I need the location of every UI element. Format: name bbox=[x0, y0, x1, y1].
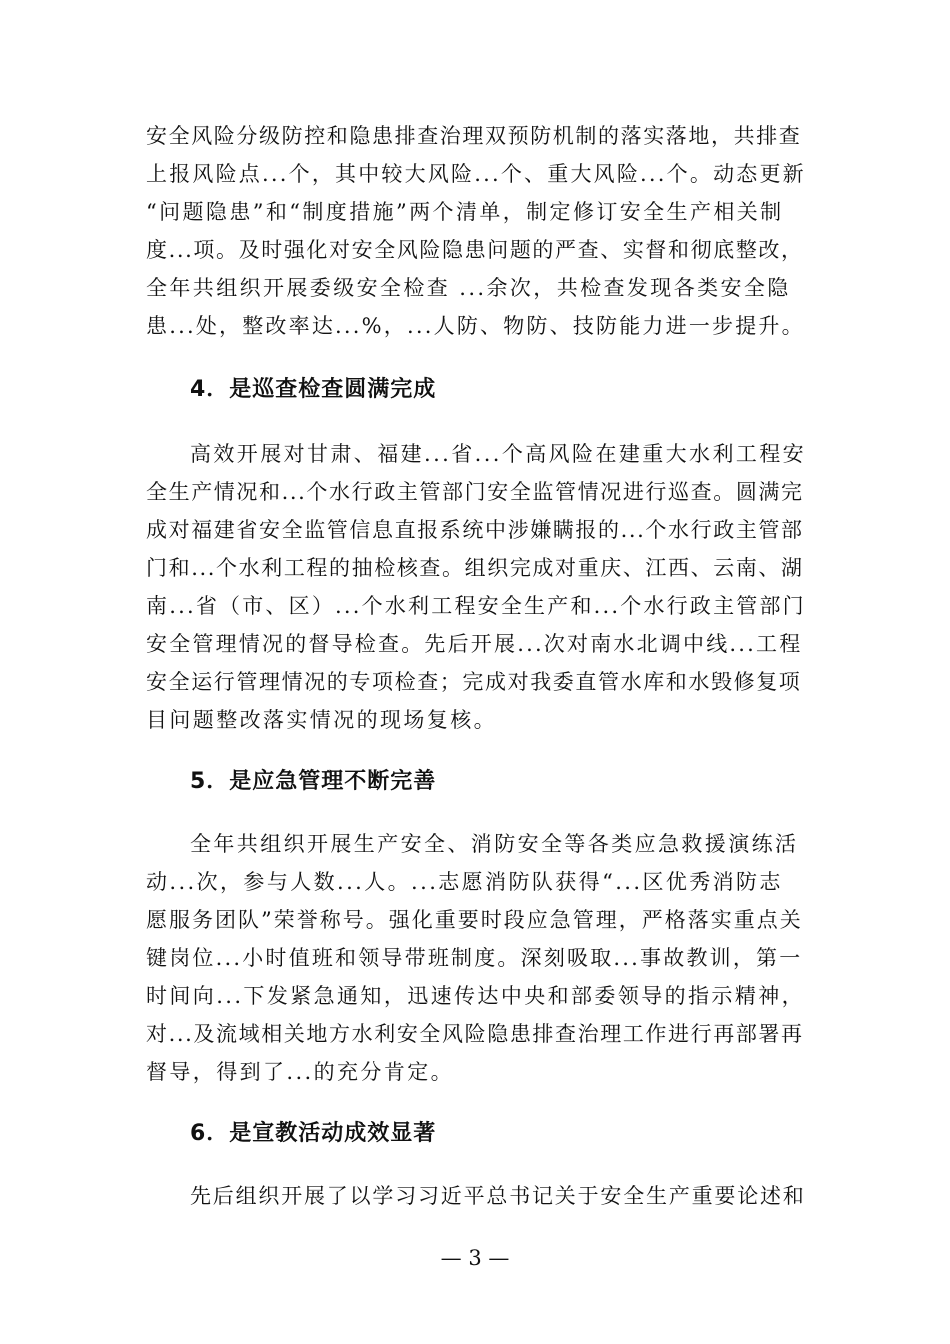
paragraph-line: “问题隐患”和“制度措施”两个清单，制定修订安全生产相关制 bbox=[146, 200, 784, 224]
paragraph-line: 全生产情况和...个水行政主管部门安全监管情况进行巡查。圆满完 bbox=[146, 480, 804, 504]
paragraph-line: 对...及流域相关地方水利安全风险隐患排查治理工作进行再部署再 bbox=[146, 1022, 804, 1046]
paragraph-line: 全年共组织开展委级安全检查 ...余次，共检查发现各类安全隐 bbox=[146, 276, 791, 300]
paragraph-line: 成对福建省安全监管信息直报系统中涉嫌瞒报的...个水行政主管部 bbox=[146, 518, 804, 542]
paragraph-line: 愿服务团队”荣誉称号。强化重要时段应急管理，严格落实重点关 bbox=[146, 908, 803, 932]
paragraph-line: 安全风险分级防控和隐患排查治理双预防机制的落实落地，共排查 bbox=[146, 124, 802, 148]
paragraph-line: 时间向...下发紧急通知，迅速传达中央和部委领导的指示精神， bbox=[146, 984, 806, 1008]
paragraph-line: 南...省（市、区）...个水利工程安全生产和...个水行政主管部门 bbox=[146, 594, 806, 618]
paragraph-line: 键岗位...小时值班和领导带班制度。深刻吸取...事故教训，第一 bbox=[146, 946, 803, 970]
paragraph-line: 高效开展对甘肃、福建...省...个高风险在建重大水利工程安 bbox=[190, 442, 807, 466]
paragraph-line: 安全管理情况的督导检查。先后开展...次对南水北调中线...工程 bbox=[146, 632, 803, 656]
paragraph-line: 督导，得到了...的充分肯定。 bbox=[146, 1060, 455, 1084]
paragraph-line: 安全运行管理情况的专项检查；完成对我委直管水库和水毁修复项 bbox=[146, 670, 802, 694]
paragraph-line: 动...次，参与人数...人。...志愿消防队获得“...区优秀消防志 bbox=[146, 870, 783, 894]
paragraph-line: 度...项。及时强化对安全风险隐患问题的严查、实督和彻底整改， bbox=[146, 238, 804, 262]
paragraph-line: 全年共组织开展生产安全、消防安全等各类应急救援演练活 bbox=[190, 832, 799, 856]
section-heading-4: 4．是巡查检查圆满完成 bbox=[190, 377, 437, 402]
section-heading-5: 5．是应急管理不断完善 bbox=[190, 769, 437, 794]
paragraph-line: 目问题整改落实情况的现场复核。 bbox=[146, 708, 497, 732]
section-heading-6: 6．是宣教活动成效显著 bbox=[190, 1121, 437, 1146]
paragraph-line: 上报风险点...个，其中较大风险...个、重大风险...个。动态更新 bbox=[146, 162, 806, 186]
page-number: — 3 — bbox=[440, 1246, 510, 1270]
paragraph-line: 先后组织开展了以学习习近平总书记关于安全生产重要论述和 bbox=[190, 1184, 806, 1208]
paragraph-line: 患...处，整改率达...%，...人防、物防、技防能力进一步提升。 bbox=[146, 314, 805, 338]
paragraph-line: 门和...个水利工程的抽检核查。组织完成对重庆、江西、云南、湖 bbox=[146, 556, 804, 580]
